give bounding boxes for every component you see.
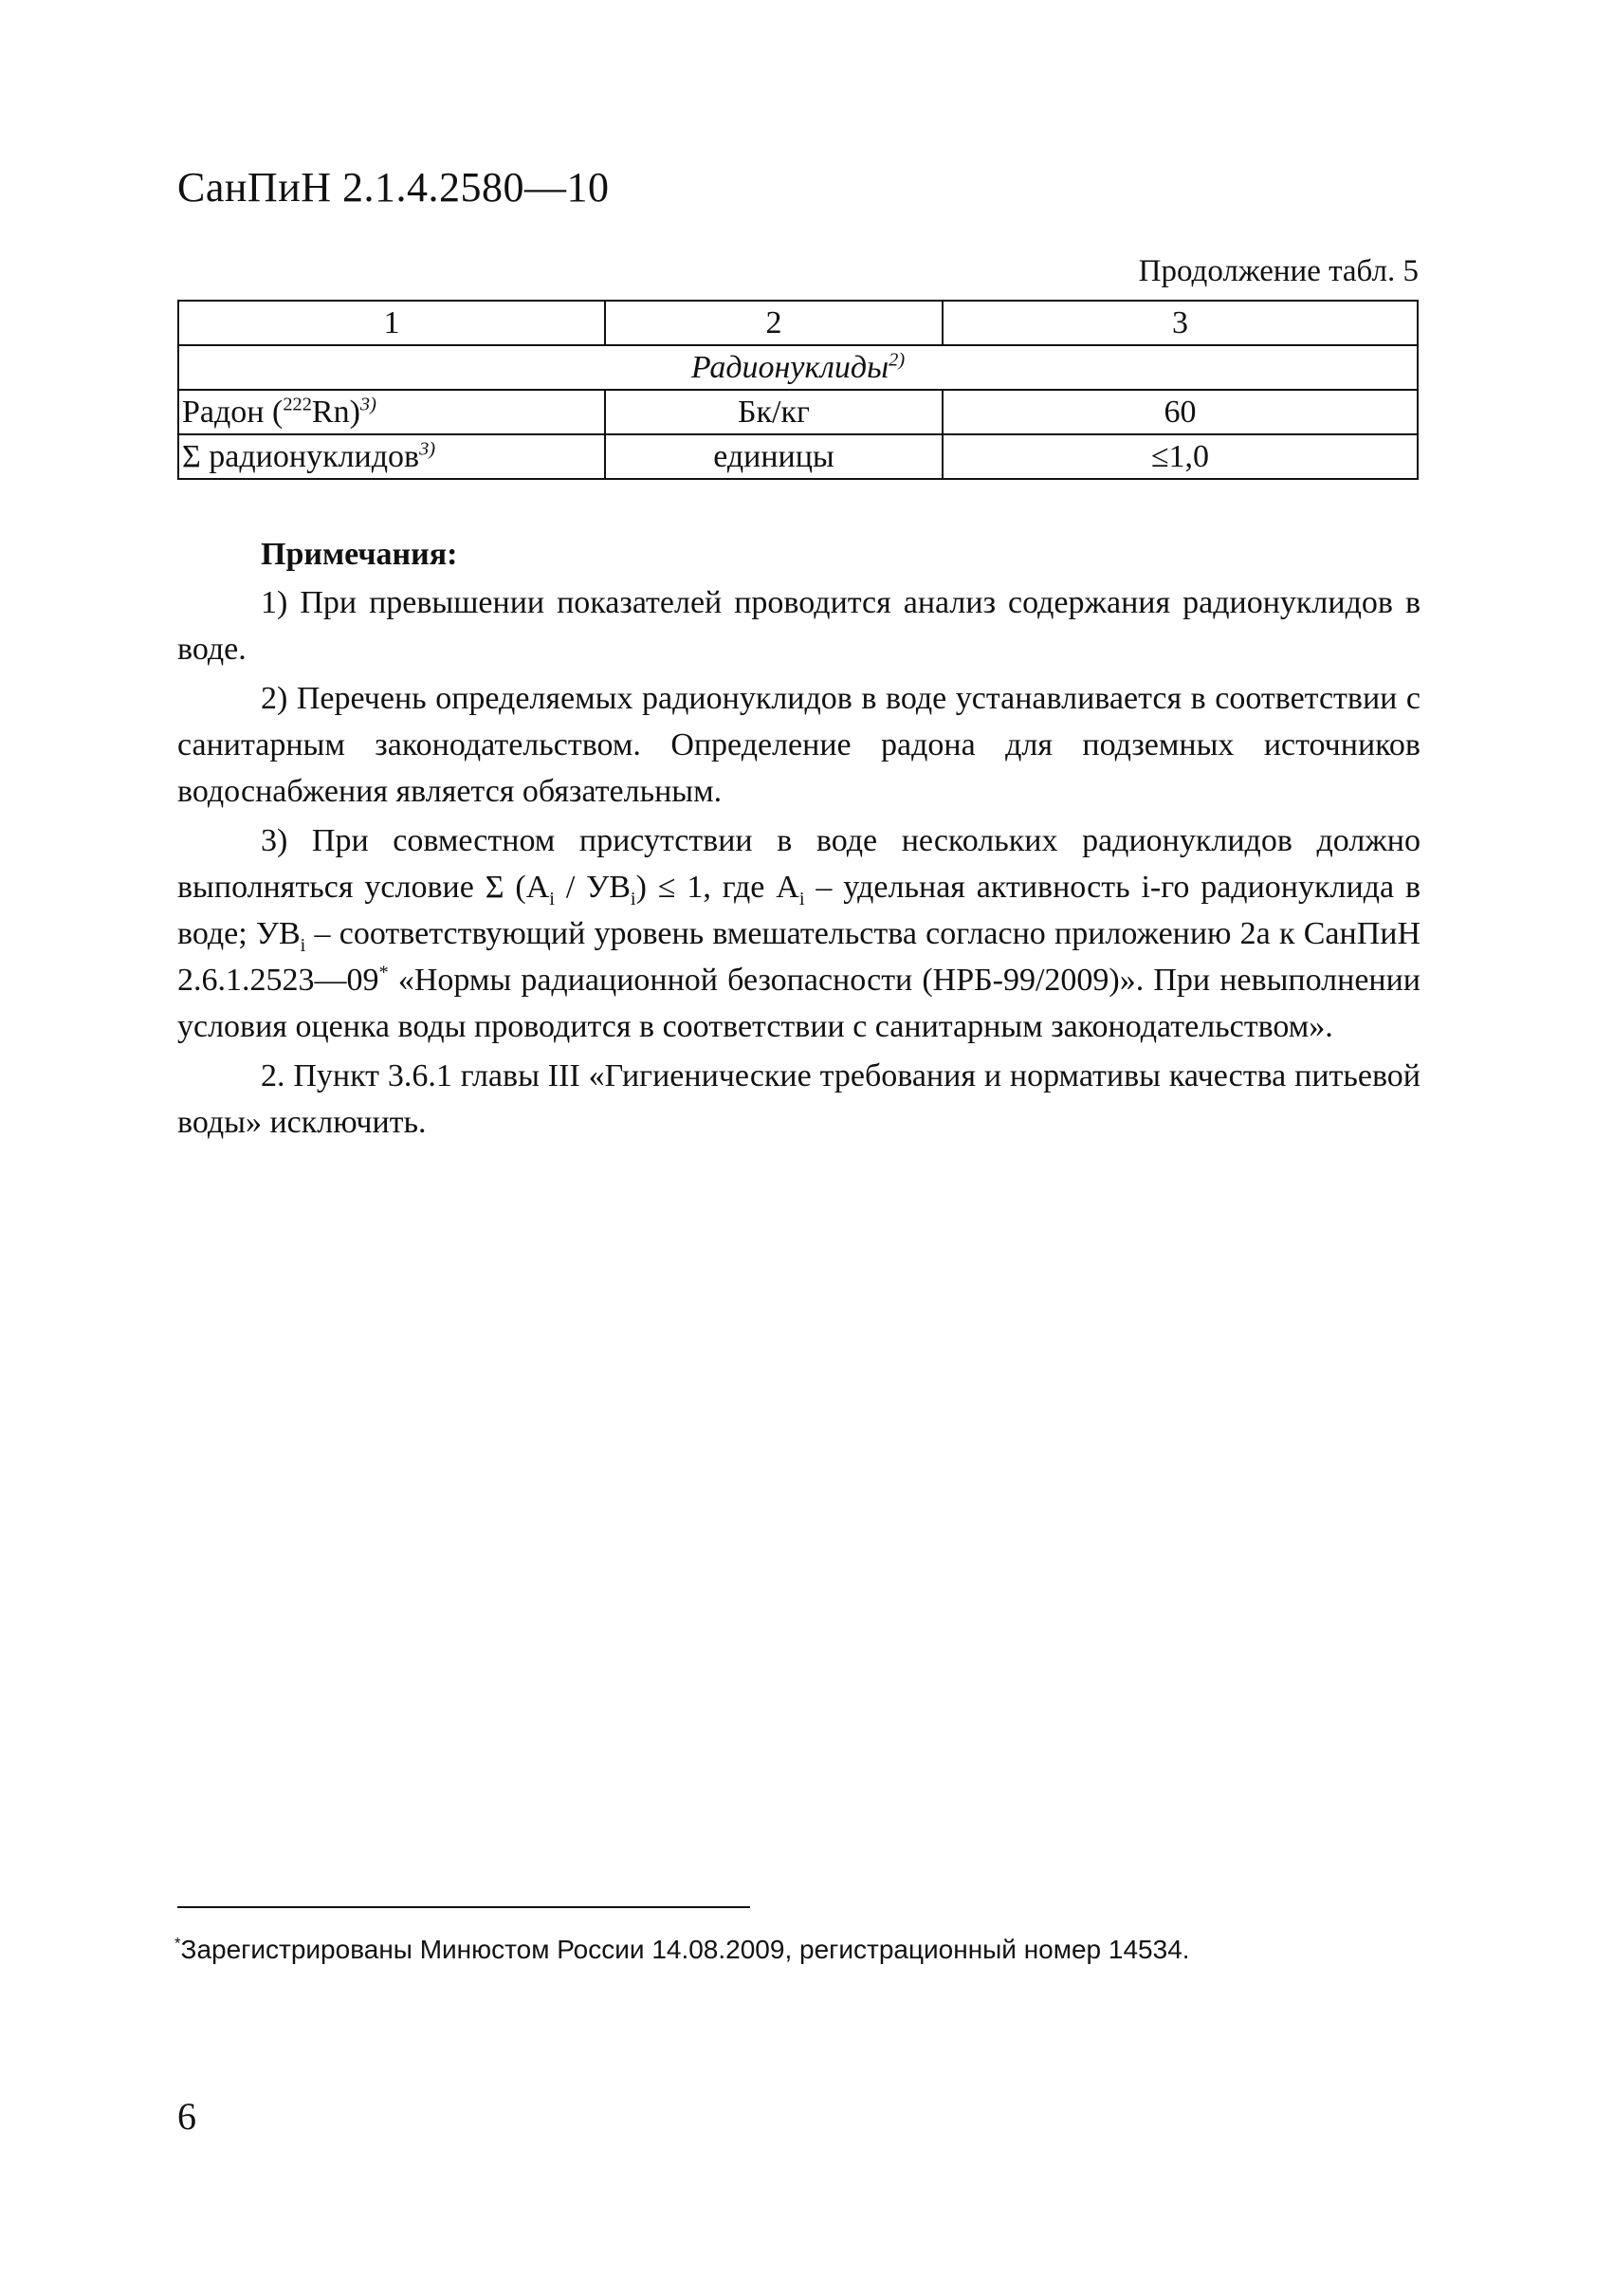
table-row [178,434,1418,479]
footnote-text: Зарегистрированы Минюстом России 14.08.2009, регистрационный номер 14534. [180,1935,1190,1964]
footnote [174,1935,1190,1965]
section-row [178,345,1418,390]
value-cell: ≤1,0 [943,434,1418,479]
notes-title: Примечания: [261,537,458,572]
section-title: Радионуклиды [690,349,889,385]
indicator-cell: Σ радионуклидов$^{3)}$ [178,434,605,479]
note-3: 3) При совместном присутствии в воде нескольких радионуклидов должно выполняться условие Σ $(A_i / УВ_i) \le 1$, где $A_i$ – удельная активность i-го радионуклида в воде; $УВ_i$ – соответствующий уровень вмешательства согласно приложению 2а к СанПиН 2.6.1.2523—09* «Нормы радиационной безопасности (НРБ-99/2009)». При невыполнении условия оценка воды проводится в соответствии с санитарным законодательством». [177,823,1421,1044]
document-header: СанПиН 2.1.4.2580—10 [177,164,610,211]
table-row [178,390,1418,434]
footnote-mark: 2) [889,349,906,371]
footnote-divider [177,1906,750,1908]
unit-cell: единицы [605,434,943,479]
footnote-mark: 3) [419,438,436,460]
page-number: 6 [177,2095,196,2138]
isotope-mass: 222 [283,394,312,415]
footnote-mark: * [378,962,389,983]
indicator-cell: Радон $(^{222}Rn)^{3)}$ [178,390,605,434]
note-2: 2) Перечень определяемых радионуклидов в воде устанавливается в соответствии с санитарным законодательством. Определение радона для подземных источников водоснабжения является обязательным. [177,681,1421,809]
amendment-item-2: 2. Пункт 3.6.1 главы III «Гигиенические требования и нормативы качества питьевой воды» исключить. [177,1058,1421,1140]
column-header: 2 [605,301,943,345]
section-title-cell [178,345,1418,390]
column-header: 3 [943,301,1418,345]
unit-cell: Бк/кг [605,390,943,434]
footnote-mark: * [174,1934,181,1953]
footnote-mark: 3) [359,394,376,415]
value-cell: 60 [943,390,1418,434]
data-table [177,300,1419,480]
column-header: 1 [178,301,605,345]
table-caption: Продолжение табл. 5 [1138,254,1419,288]
table-header-row [178,301,1418,345]
note-1: 1) При превышении показателей проводится анализ содержания радионуклидов в воде. [177,585,1421,667]
notes-section [177,531,1421,1148]
